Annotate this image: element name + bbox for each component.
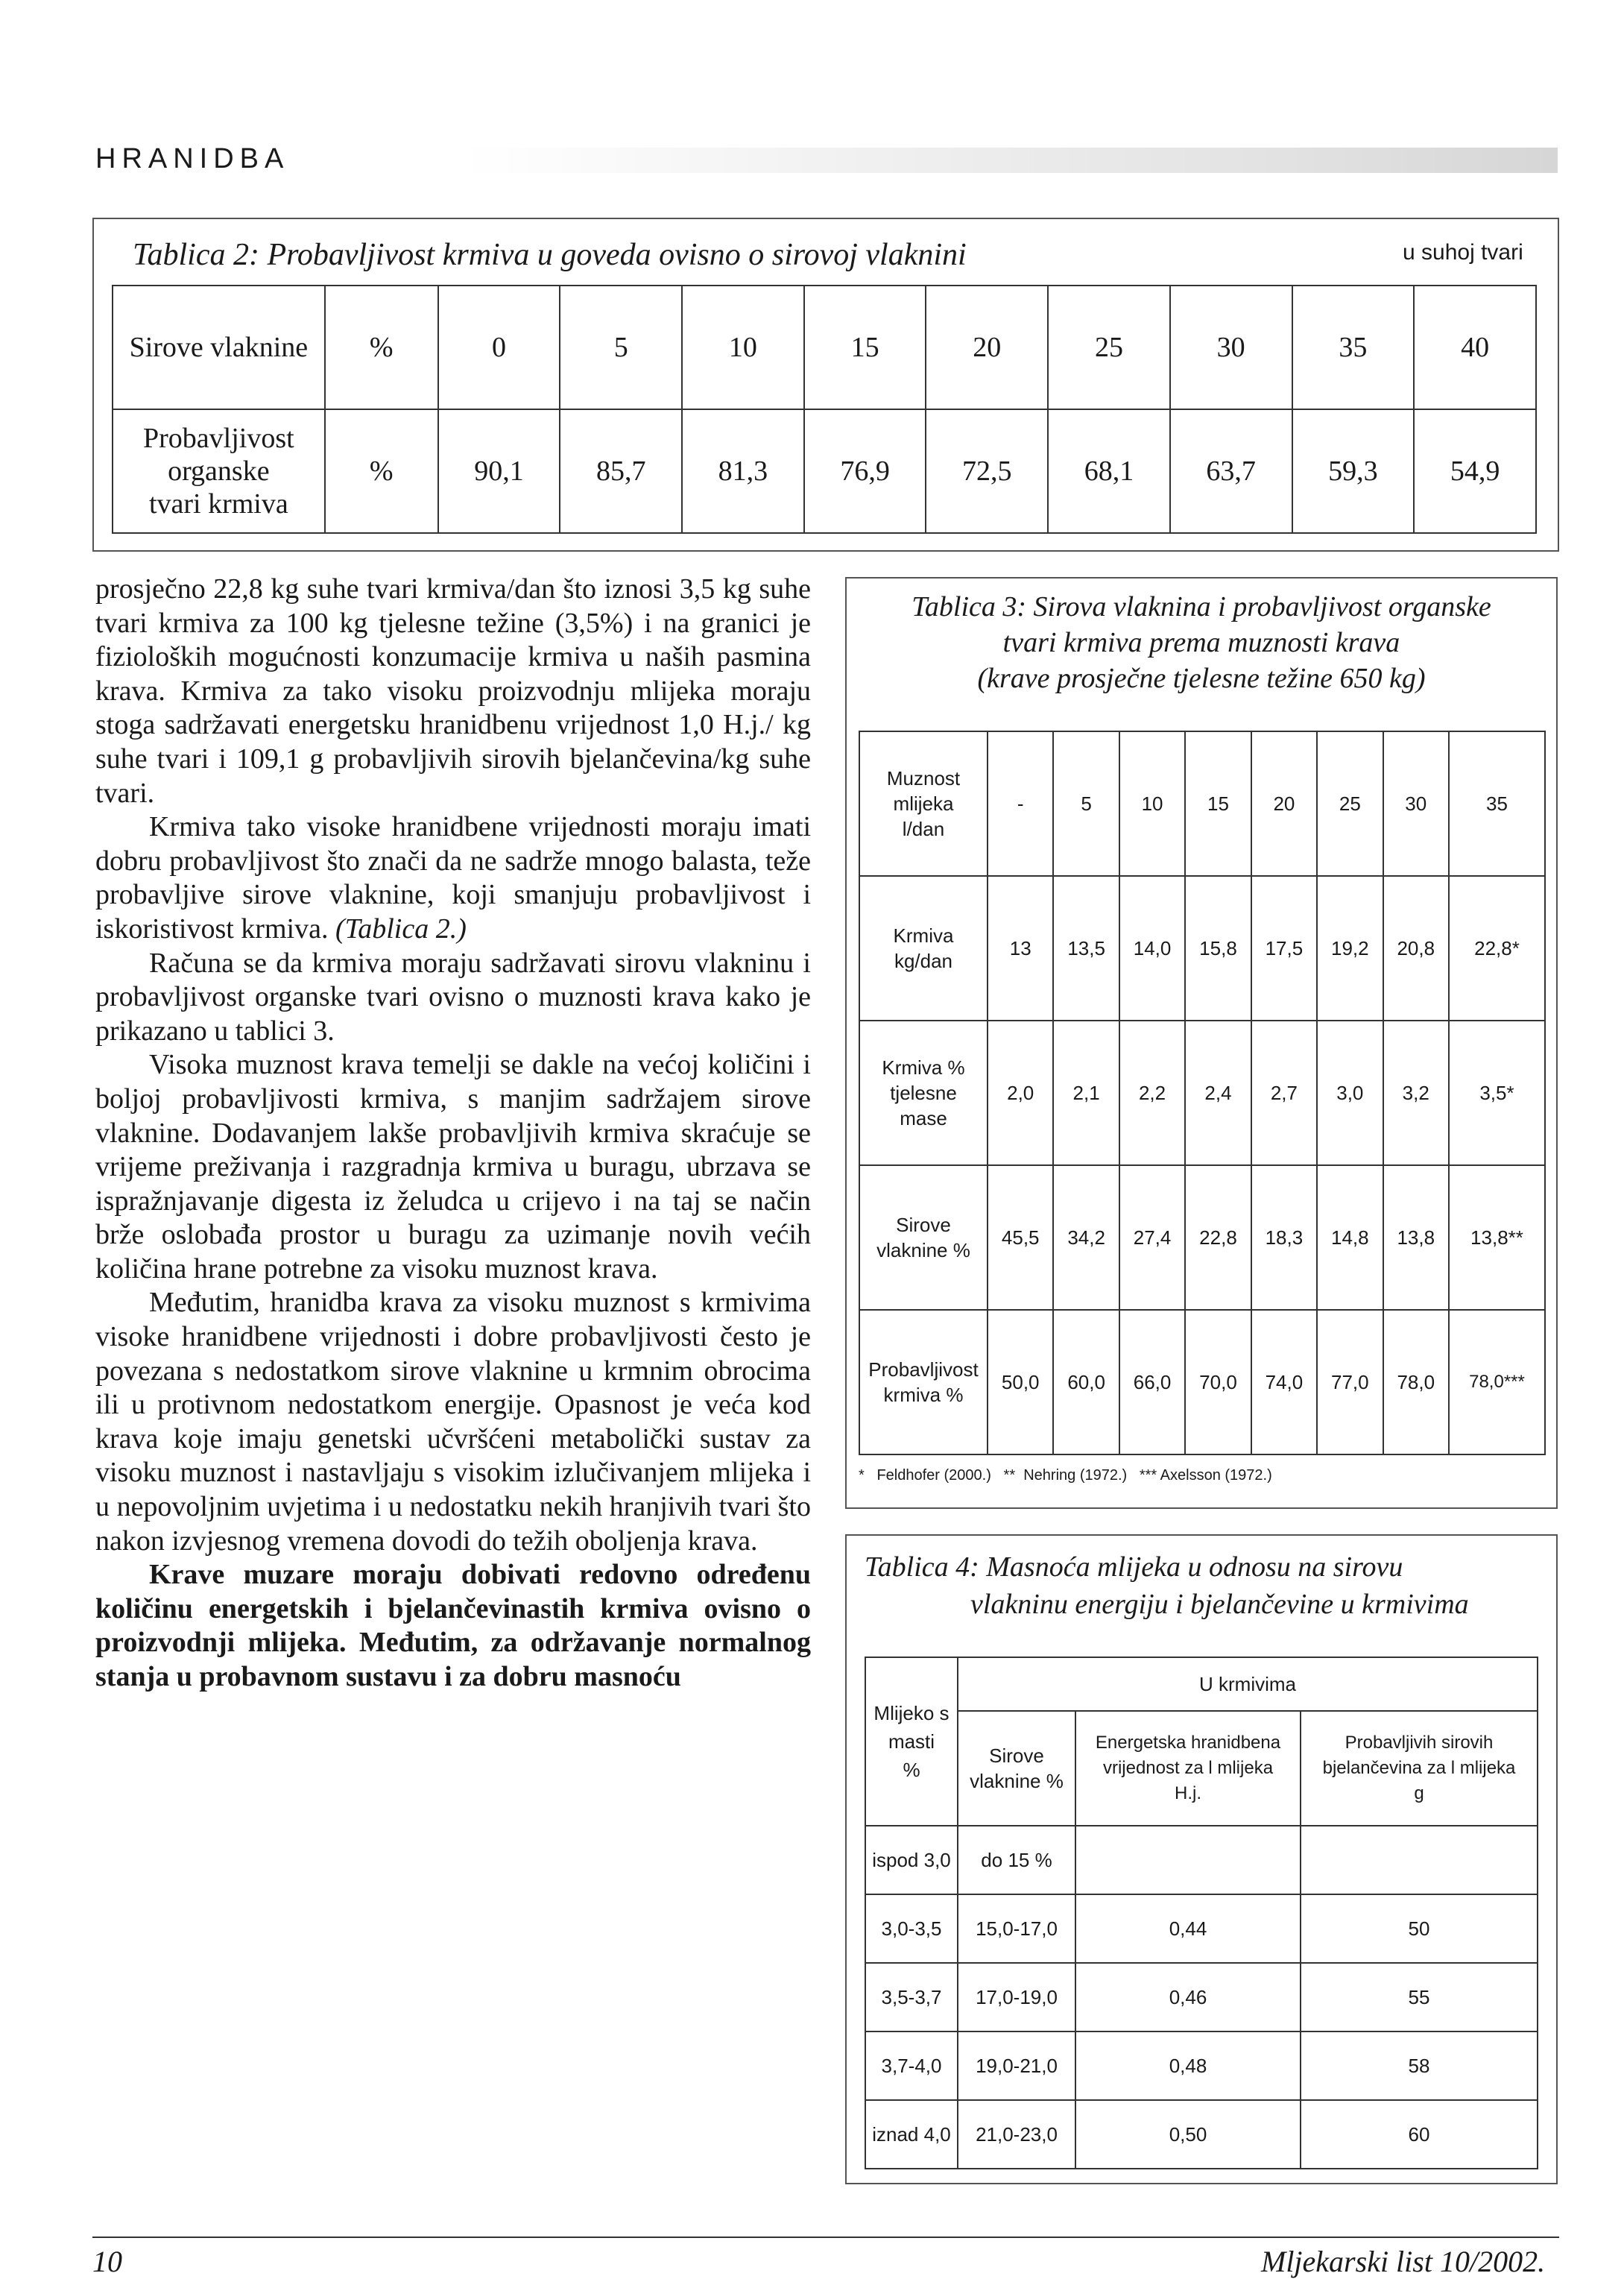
table3-cell: 13,5 xyxy=(1053,876,1119,1021)
table3-cell: 13,8** xyxy=(1449,1165,1545,1310)
journal-title: Mljekarski list 10/2002. xyxy=(1261,2245,1546,2278)
table3-cell: 2,7 xyxy=(1251,1021,1317,1165)
label-line: krmiva % xyxy=(883,1384,964,1406)
label-line: Krmiva % xyxy=(882,1056,965,1079)
table3-cell: 20,8 xyxy=(1383,876,1449,1021)
table4-cell: 15,0-17,0 xyxy=(958,1894,1075,1963)
table3-cell: 66,0 xyxy=(1119,1310,1185,1454)
table-reference: (Tablica 2.) xyxy=(335,912,467,945)
table3-cell: 78,0*** xyxy=(1449,1310,1545,1454)
table3-cell: 5 xyxy=(1053,731,1119,876)
label-line: mase xyxy=(900,1107,947,1129)
page-number: 10 xyxy=(92,2245,122,2278)
table4-header-protein xyxy=(1301,1711,1538,1826)
label-line: Sirove xyxy=(989,1744,1044,1767)
label-line: Probavljivih sirovih xyxy=(1345,1733,1494,1753)
table4-header-group: U krmivima xyxy=(958,1657,1538,1711)
table2-cell: 90,1 xyxy=(438,409,560,533)
table2-cell: 15 xyxy=(804,286,926,409)
table3-cell: 34,2 xyxy=(1053,1165,1119,1310)
table4-cell: do 15 % xyxy=(958,1826,1075,1894)
table3-caption-line: (krave prosječne tjelesne težine 650 kg) xyxy=(977,663,1426,694)
label-line: kg/dan xyxy=(894,950,953,972)
table3-cell: 2,4 xyxy=(1185,1021,1251,1165)
table4-caption-line: Tablica 4: Masnoća mlijeka u odnosu na sirovu xyxy=(865,1551,1403,1583)
table2-cell: 5 xyxy=(560,286,682,409)
table3-cell: 27,4 xyxy=(1119,1165,1185,1310)
table2-cell: 76,9 xyxy=(804,409,926,533)
table4-header-fat xyxy=(865,1657,958,1826)
label-line: H.j. xyxy=(1175,1783,1201,1803)
table3-cell: 60,0 xyxy=(1053,1310,1119,1454)
table2-cell: 81,3 xyxy=(682,409,804,533)
table2-cell: 68,1 xyxy=(1048,409,1170,533)
table3-cell: 74,0 xyxy=(1251,1310,1317,1454)
table2-unit: u suhoj tvari xyxy=(1403,240,1523,265)
table-row xyxy=(113,409,1536,533)
table3-row-label xyxy=(859,731,988,876)
table3-cell: 13 xyxy=(988,876,1053,1021)
table4-cell: 21,0-23,0 xyxy=(958,2100,1075,2169)
table3-cell: 2,2 xyxy=(1119,1021,1185,1165)
table-row xyxy=(859,1310,1545,1454)
table-row xyxy=(865,1657,1538,1711)
table3-row-label xyxy=(859,1165,988,1310)
table3-cell: 45,5 xyxy=(988,1165,1053,1310)
table2 xyxy=(112,285,1537,534)
table3-row-label xyxy=(859,876,988,1021)
label-line: % xyxy=(903,1759,920,1781)
label-line: Sirove xyxy=(896,1214,951,1236)
table4-cell: 17,0-19,0 xyxy=(958,1963,1075,2031)
table2-cell: 63,7 xyxy=(1170,409,1292,533)
table3-caption-line: tvari krmiva prema muznosti krava xyxy=(1002,627,1400,658)
table-row xyxy=(865,1826,1538,1894)
label-line: g xyxy=(1414,1783,1424,1803)
table-row xyxy=(113,286,1536,409)
label-line: l/dan xyxy=(902,818,945,840)
table-row xyxy=(865,2031,1538,2100)
table4-cell xyxy=(1075,1826,1301,1894)
table2-caption: Tablica 2: Probavljivost krmiva u goveda ovisno o sirovoj vlaknini xyxy=(133,238,967,272)
table3-cell: 3,5* xyxy=(1449,1021,1545,1165)
table4 xyxy=(865,1657,1538,2169)
table3-footnote: * Feldhofer (2000.) ** Nehring (1972.) *** Axelsson (1972.) xyxy=(859,1467,1272,1484)
table3 xyxy=(859,731,1546,1455)
label-line: Energetska hranidbena xyxy=(1095,1733,1281,1753)
label-line: vlaknine % xyxy=(970,1770,1064,1792)
paragraph-bold: Krave muzare moraju dobivati redovno određenu količinu energetskih i bjelančevinastih krmiva ovisno o proizvodnji mlijeka. Međutim, za održavanje normalnog stanja u probavnom sustavu i za dobru masnoću xyxy=(95,1559,811,1692)
table3-cell: - xyxy=(988,731,1053,876)
paragraph: prosječno 22,8 kg suhe tvari krmiva/dan što iznosi 3,5 kg suhe tvari krmiva za 100 kg tjelesne težine (3,5%) i na granici je fizioloških mogućnosti konzumacije krmiva u naših pasmina krava. Krmiva za tako visoku proizvodnju mlijeka moraju stoga sadržavati energetsku hranidbenu vrijednost 1,0 H.j./ kg suhe tvari i 109,1 g probavljivih sirovih bjelančevina/kg suhe tvari. xyxy=(95,573,811,809)
label-line: Probavljivost xyxy=(868,1358,979,1381)
table3-cell: 50,0 xyxy=(988,1310,1053,1454)
table2-unit-cell: % xyxy=(325,286,438,409)
header-bar xyxy=(462,148,1558,173)
table4-cell: 3,0-3,5 xyxy=(865,1894,958,1963)
table3-cell: 2,1 xyxy=(1053,1021,1119,1165)
footer-rule xyxy=(92,2237,1559,2238)
table4-cell xyxy=(1301,1826,1538,1894)
label-line: vrijednost za l mlijeka xyxy=(1102,1758,1274,1778)
table4-header-fiber xyxy=(958,1711,1075,1826)
table3-cell: 78,0 xyxy=(1383,1310,1449,1454)
table3-cell: 18,3 xyxy=(1251,1165,1317,1310)
table2-cell: 40 xyxy=(1414,286,1536,409)
table3-cell: 19,2 xyxy=(1317,876,1383,1021)
table4-cell: 50 xyxy=(1301,1894,1538,1963)
table4-cell: iznad 4,0 xyxy=(865,2100,958,2169)
table2-cell: 25 xyxy=(1048,286,1170,409)
table4-cell: 0,46 xyxy=(1075,1963,1301,2031)
table2-cell: 72,5 xyxy=(926,409,1048,533)
label-line: tjelesne xyxy=(890,1082,957,1104)
table2-cell: 30 xyxy=(1170,286,1292,409)
table-row xyxy=(865,1711,1538,1826)
table2-row-label: Probavljivost organske tvari krmiva xyxy=(113,409,325,533)
table2-cell: 20 xyxy=(926,286,1048,409)
table4-cell: 3,7-4,0 xyxy=(865,2031,958,2100)
label-line: bjelančevina za l mlijeka xyxy=(1322,1758,1516,1778)
label-line: mlijeka xyxy=(893,792,954,815)
table-row xyxy=(865,2100,1538,2169)
table4-header-energy xyxy=(1075,1711,1301,1826)
table-row xyxy=(859,1021,1545,1165)
paragraph: Međutim, hranidba krava za visoku muznost s krmivima visoke hranidbene vrijednosti i dobre probavljivosti često je povezana s nedostatkom sirove vlaknine u krmnim obrocima ili u protivnom nedostatkom energije. Opasnost je veća kod krava koje imaju genetski učvršćeni metabolički sustav za visoku muznost i nastavljaju s visokim izlučivanjem mlijeka i u nepovoljnim uvjetima i u nedostatku nekih hranjivih tvari što nakon izvjesnog vremena dovodi do težih oboljenja krava. xyxy=(95,1287,811,1557)
table3-row-label xyxy=(859,1310,988,1454)
table3-cell: 22,8* xyxy=(1449,876,1545,1021)
table4-cell: 60 xyxy=(1301,2100,1538,2169)
table4-cell: 0,44 xyxy=(1075,1894,1301,1963)
table3-row-label xyxy=(859,1021,988,1165)
table3-caption-line: Tablica 3: Sirova vlaknina i probavljivost organske xyxy=(911,591,1491,622)
label-line: Muznost xyxy=(886,767,961,789)
table3-cell: 3,0 xyxy=(1317,1021,1383,1165)
table4-cell: 19,0-21,0 xyxy=(958,2031,1075,2100)
table3-cell: 10 xyxy=(1119,731,1185,876)
table2-row-label: Sirove vlaknine xyxy=(113,286,325,409)
table3-caption xyxy=(857,589,1546,696)
label-line: Krmiva xyxy=(893,924,954,947)
table4-caption-line: vlakninu energiju i bjelančevine u krmivima xyxy=(970,1589,1469,1620)
table3-cell: 14,0 xyxy=(1119,876,1185,1021)
table2-cell: 10 xyxy=(682,286,804,409)
table3-cell: 15 xyxy=(1185,731,1251,876)
table3-cell: 30 xyxy=(1383,731,1449,876)
section-header: HRANIDBA xyxy=(95,143,290,174)
body-text-column xyxy=(95,573,811,1695)
table-row xyxy=(859,1165,1545,1310)
table2-cell: 59,3 xyxy=(1292,409,1415,533)
table3-cell: 35 xyxy=(1449,731,1545,876)
table2-cell: 35 xyxy=(1292,286,1415,409)
table3-cell: 2,0 xyxy=(988,1021,1053,1165)
table4-cell: 0,50 xyxy=(1075,2100,1301,2169)
table4-cell: 0,48 xyxy=(1075,2031,1301,2100)
table4-cell: 55 xyxy=(1301,1963,1538,2031)
table3-cell: 70,0 xyxy=(1185,1310,1251,1454)
table3-cell: 14,8 xyxy=(1317,1165,1383,1310)
table3-cell: 3,2 xyxy=(1383,1021,1449,1165)
table3-cell: 77,0 xyxy=(1317,1310,1383,1454)
table3-cell: 13,8 xyxy=(1383,1165,1449,1310)
table3-cell: 20 xyxy=(1251,731,1317,876)
paragraph-text: Krmiva tako visoke hranidbene vrijednosti moraju imati dobru probavljivost što znači da ne sadrže mnogo balasta, teže probavljive sirove vlaknine, koji smanjuju probavljivost i iskoristivost krmiva. xyxy=(95,811,811,945)
table4-cell: ispod 3,0 xyxy=(865,1826,958,1894)
table4-cell: 58 xyxy=(1301,2031,1538,2100)
label-line: masti xyxy=(888,1730,935,1753)
paragraph xyxy=(95,810,811,946)
paragraph: Visoka muznost krava temelji se dakle na većoj količini i boljoj probavljivosti krmiva, s manjim sadržajem sirove vlaknine. Dodavanjem lakše probavljivih krmiva skraćuje se vrijeme preživanja i razgradnja krmiva u buragu, ubrzava se ispražnjavanje digesta iz želudca u crijevo i na taj se način brže oslobađa prostor u buragu za uzimanje novih većih količina hrane potrebne za visoku muznost krava. xyxy=(95,1049,811,1285)
table-row xyxy=(859,876,1545,1021)
table3-cell: 15,8 xyxy=(1185,876,1251,1021)
table-row xyxy=(859,731,1545,876)
table3-cell: 17,5 xyxy=(1251,876,1317,1021)
table-row xyxy=(865,1894,1538,1963)
table2-cell: 85,7 xyxy=(560,409,682,533)
paragraph: Računa se da krmiva moraju sadržavati sirovu vlakninu i probavljivost organske tvari ovisno o muznosti krava kako je prikazano u tablici 3. xyxy=(95,947,811,1047)
table2-unit-cell: % xyxy=(325,409,438,533)
label-line: Mlijeko s xyxy=(873,1702,950,1724)
table3-cell: 22,8 xyxy=(1185,1165,1251,1310)
table-row xyxy=(865,1963,1538,2031)
label-line: vlaknine % xyxy=(876,1239,970,1261)
table2-cell: 0 xyxy=(438,286,560,409)
table3-cell: 25 xyxy=(1317,731,1383,876)
table2-cell: 54,9 xyxy=(1414,409,1536,533)
table4-cell: 3,5-3,7 xyxy=(865,1963,958,2031)
